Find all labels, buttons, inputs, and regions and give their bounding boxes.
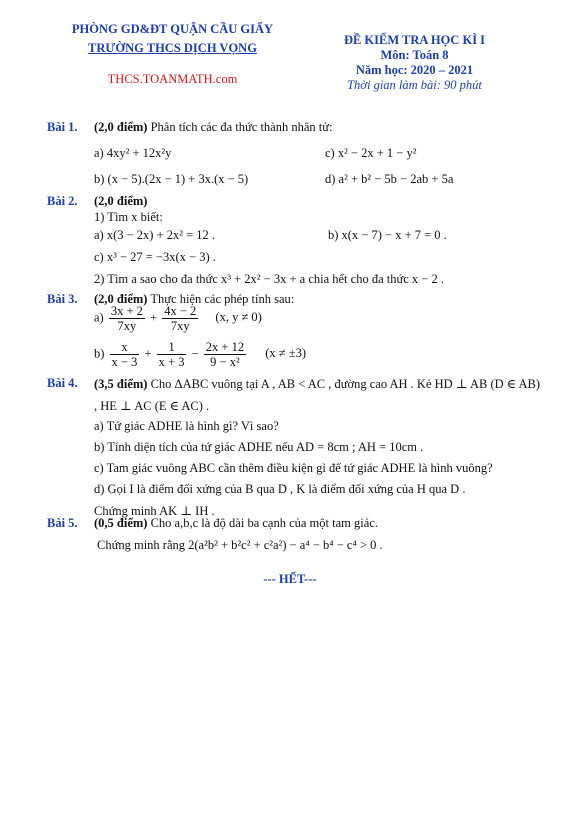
- bai1-a: a) 4xy² + 12x²y: [94, 146, 172, 160]
- website-link[interactable]: THCS.TOANMATH.com: [107, 72, 238, 86]
- bai3-b-prefix: b): [94, 346, 105, 361]
- header-right: [322, 33, 507, 93]
- plus-sign: +: [144, 346, 152, 361]
- fraction-numerator: 1: [157, 340, 187, 355]
- bai4-label: Bài 4.: [47, 376, 78, 390]
- time-limit: Thời gian làm bài: 90 phút: [347, 78, 482, 92]
- fraction-numerator: 4x − 2: [164, 304, 197, 318]
- fraction: [109, 304, 145, 333]
- bai3-points: (2,0 điểm): [94, 292, 148, 306]
- bai2-label: Bài 2.: [47, 194, 78, 208]
- bai3-a-prefix: a): [94, 310, 104, 325]
- bai3-b-condition: (x ≠ ±3): [265, 346, 307, 361]
- bai1-points: (2,0 điểm): [94, 120, 148, 134]
- fraction: [162, 304, 198, 333]
- bai4-d2: Chứng minh AK ⊥ IH .: [94, 504, 215, 518]
- bai2-q1: 1) Tìm x biết:: [94, 210, 163, 224]
- fraction: [110, 340, 140, 369]
- end-marker: --- HẾT---: [263, 572, 317, 586]
- bai2-points: (2,0 điểm): [94, 194, 148, 208]
- bai1-d: d) a² + b² − 5b − 2ab + 5a: [325, 172, 454, 186]
- fraction-numerator: 2x + 12: [205, 340, 245, 354]
- school-year: Năm học: 2020 – 2021: [355, 63, 474, 77]
- bai3-a-condition: (x, y ≠ 0): [215, 310, 262, 325]
- bai4-d: d) Gọi I là điểm đối xứng của B qua D , K là điểm đối xứng của H qua D .: [94, 482, 466, 496]
- bai4-line1-text: Cho ΔABC vuông tại A , AB < AC , đường cao AH . Kẻ HD ⊥ AB (D ∈ AB): [150, 377, 541, 391]
- bai4-a: a) Tứ giác ADHE là hình gì? Vì sao?: [94, 419, 279, 433]
- plus-sign: +: [150, 310, 158, 325]
- bai3-label: Bài 3.: [47, 292, 78, 306]
- bai2-q2: 2) Tìm a sao cho đa thức x³ + 2x² − 3x + a chia hết cho đa thức x − 2 .: [94, 272, 444, 286]
- bai3-intro-text: Thực hiện các phép tính sau:: [150, 292, 295, 306]
- fraction: [204, 340, 246, 369]
- bai4-b: b) Tính diện tích của tứ giác ADHE nếu AD = 8cm ; AH = 10cm .: [94, 440, 424, 454]
- department-name: PHÒNG GD&ĐT QUẬN CẦU GIẤY: [71, 22, 274, 36]
- bai3-a: [94, 304, 262, 333]
- bai1-b: b) (x − 5).(2x − 1) + 3x.(x − 5): [94, 172, 249, 186]
- fraction: [157, 340, 187, 369]
- bai5-intro-text: Cho a,b,c là độ dài ba cạnh của một tam giác.: [150, 516, 378, 530]
- header-left: [60, 20, 285, 89]
- fraction-denominator: 7xy: [117, 319, 137, 333]
- minus-sign: −: [191, 346, 199, 361]
- fraction-numerator: x: [110, 340, 140, 355]
- fraction-denominator: x − 3: [111, 355, 138, 369]
- bai2-c: c) x³ − 27 = −3x(x − 3) .: [94, 250, 216, 264]
- bai2-a: a) x(3 − 2x) + 2x² = 12 .: [94, 228, 216, 242]
- bai5-intro: [94, 516, 378, 531]
- bai4-line2: , HE ⊥ AC (E ∈ AC) .: [94, 399, 210, 413]
- school-name: TRƯỜNG THCS DỊCH VỌNG: [88, 41, 257, 55]
- exam-title: ĐỀ KIỂM TRA HỌC KÌ I: [343, 33, 486, 47]
- bai3-b: [94, 340, 306, 369]
- bai4-points: (3,5 điểm): [94, 377, 148, 391]
- fraction-numerator: 3x + 2: [110, 304, 143, 318]
- bai2-b: b) x(x − 7) − x + 7 = 0 .: [328, 228, 447, 242]
- bai1-label: Bài 1.: [47, 120, 78, 134]
- subject: Môn: Toán 8: [380, 48, 449, 62]
- bai4-c: c) Tam giác vuông ABC cần thêm điều kiện gì để tứ giác ADHE là hình vuông?: [94, 461, 493, 475]
- fraction-denominator: x + 3: [158, 355, 185, 369]
- bai1-c: c) x² − 2x + 1 − y²: [325, 146, 417, 160]
- fraction-denominator: 9 − x²: [210, 355, 240, 369]
- fraction-denominator: 7xy: [170, 319, 190, 333]
- bai1-intro-text: Phân tích các đa thức thành nhân tử:: [150, 120, 333, 134]
- bai4-line1: [94, 376, 540, 392]
- bai5-prove: Chứng minh rằng 2(a²b² + b²c² + c²a²) − a⁴ − b⁴ − c⁴ > 0 .: [97, 538, 383, 552]
- bai5-points: (0,5 điểm): [94, 516, 148, 530]
- bai1-intro: [94, 120, 333, 135]
- bai5-label: Bài 5.: [47, 516, 78, 530]
